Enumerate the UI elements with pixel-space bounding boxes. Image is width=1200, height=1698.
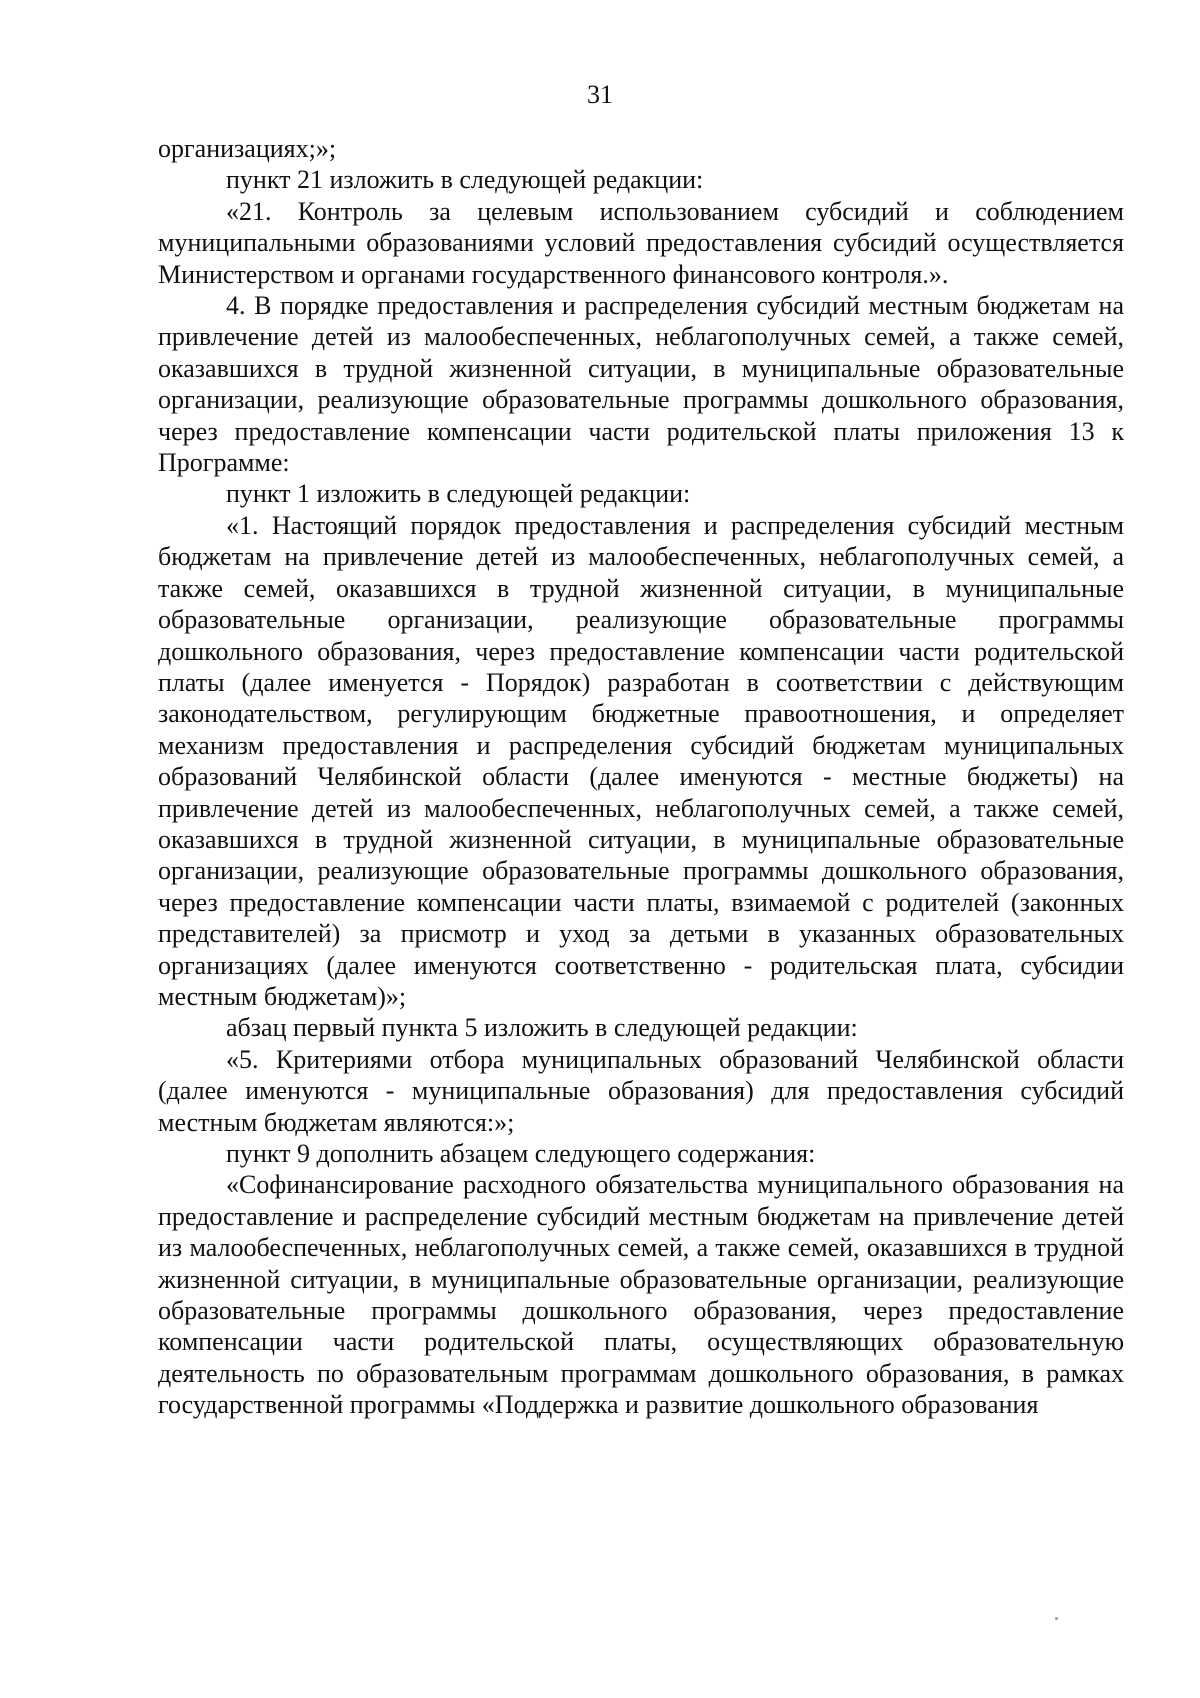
- paragraph: организациях;»;: [158, 134, 337, 163]
- paragraph: пункт 1 изложить в следующей редакции:: [226, 479, 691, 509]
- paragraph: абзац первый пункта 5 изложить в следующей редакции:: [226, 1013, 858, 1043]
- paragraph: пункт 21 изложить в следующей редакции:: [226, 165, 704, 195]
- paragraph: «Софинансирование расходного обязательства муниципального образования на предоставление и распределение субсидий местным бюджетам на привлечение детей из малообеспеченных, неблагополучных семей, а также семей, оказавшихся в трудной жизненной ситуации, в муниципальные образовательные организации, реализующие образовательные программы дошкольного образования, через предоставление компенсации части родительской платы, осуществляющих образовательную деятельность по образовательным программам дошкольного образования, в рамках государственной программы «Поддержка и развитие дошкольного образования: [158, 1170, 1124, 1420]
- paragraph: пункт 9 дополнить абзацем следующего содержания:: [226, 1139, 816, 1168]
- paragraph: «5. Критериями отбора муниципальных образований Челябинской области (далее именуются - муниципальные образования) для предоставления субсидий местным бюджетам являются:»;: [158, 1044, 1124, 1137]
- document-body: [158, 133, 1124, 1421]
- paragraph: «1. Настоящий порядок предоставления и распределения субсидий местным бюджетам на привлечение детей из малообеспеченных, неблагополучных семей, а также семей, оказавшихся в трудной жизненной ситуации, в муниципальные образовательные организации, реализующие образовательные программы дошкольного образования, через предоставление компенсации части родительской платы (далее именуется - Порядок) разработан в соответствии с действующим законодательством, регулирующим бюджетные правоотношения, и определяет механизм предоставления и распределения субсидий бюджетам муниципальных образований Челябинской области (далее именуются - местные бюджеты) на привлечение детей из малообеспеченных, неблагополучных семей, а также семей, оказавшихся в трудной жизненной ситуации, в муниципальные образовательные организации, реализующие образовательные программы дошкольного образования, через предоставление компенсации части платы, взимаемой с родителей (законных представителей) за присмотр и уход за детьми в указанных образовательных организациях (далее именуются соответственно - родительская плата, субсидии местным бюджетам)»;: [158, 510, 1124, 1011]
- page-number: 31: [587, 80, 613, 109]
- paragraph: 4. В порядке предоставления и распределения субсидий местным бюджетам на привлечение детей из малообеспеченных, неблагополучных семей, а также семей, оказавшихся в трудной жизненной ситуации, в муниципальные образовательные организации, реализующие образовательные программы дошкольного образования, через предоставление компенсации части родительской платы приложения 13 к Программе:: [158, 291, 1124, 478]
- paragraph: «21. Контроль за целевым использованием субсидий и соблюдением муниципальными образованиями условий предоставления субсидий осуществляется Министерством и органами государственного финансового контроля.».: [158, 196, 1124, 289]
- scan-speck: [1055, 1617, 1058, 1620]
